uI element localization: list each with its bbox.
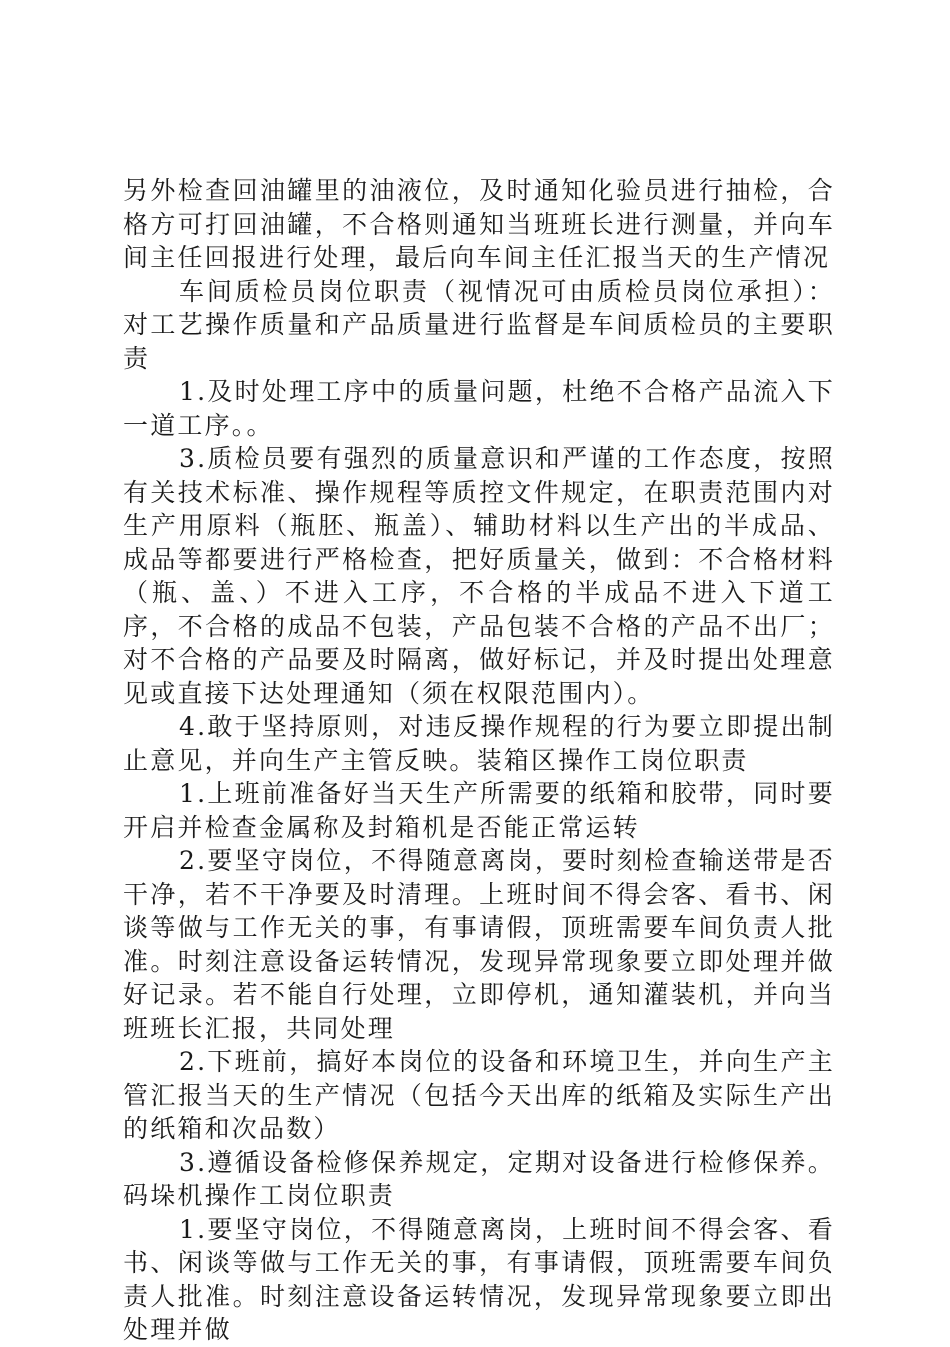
paragraph-inspector-item-1: 1.及时处理工序中的质量问题，杜绝不合格产品流入下一道工序。。 bbox=[123, 377, 835, 440]
paragraph-inspector-item-4: 4.敢于坚持原则，对违反操作规程的行为要立即提出制止意见，并向生产主管反映。装箱区操作工岗位职责 bbox=[123, 712, 835, 775]
paragraph-oil-tank-check: 另外检查回油罐里的油液位，及时通知化验员进行抽检，合格方可打回油罐，不合格则通知当班班长进行测量，并向车间主任回报进行处理，最后向车间主任汇报当天的生产情况 bbox=[123, 176, 835, 272]
paragraph-palletizer-item-1: 1.要坚守岗位，不得随意离岗，上班时间不得会客、看书、闲谈等做与工作无关的事，有事请假，顶班需要车间负责人批准。时刻注意设备运转情况，发现异常现象要立即出处理并做 bbox=[123, 1214, 835, 1344]
paragraph-inspector-duties-heading: 车间质检员岗位职责（视情况可由质检员岗位承担）：对工艺操作质量和产品质量进行监督是车间质检员的主要职责 bbox=[123, 276, 835, 373]
paragraph-packing-item-3: 3.遵循设备检修保养规定，定期对设备进行检修保养。码垛机操作工岗位职责 bbox=[123, 1147, 835, 1210]
paragraph-packing-item-2: 2.要坚守岗位，不得随意离岗，要时刻检查输送带是否干净，若不干净要及时清理。上班时间不得会客、看书、闲谈等做与工作无关的事，有事请假，顶班需要车间负责人批准。时刻注意设备运转情况，发现异常现象要立即处理并做好记录。若不能自行处理，立即停机，通知灌装机，并向当班班长汇报，共同处理 bbox=[123, 846, 835, 1043]
paragraph-packing-item-2b: 2.下班前，搞好本岗位的设备和环境卫生，并向生产主管汇报当天的生产情况（包括今天出库的纸箱及实际生产出的纸箱和次品数） bbox=[123, 1047, 835, 1143]
document-body bbox=[123, 174, 835, 1347]
paragraph-packing-item-1: 1.上班前准备好当天生产所需要的纸箱和胶带，同时要开启并检查金属称及封箱机是否能正常运转 bbox=[123, 779, 835, 842]
paragraph-inspector-item-3: 3.质检员要有强烈的质量意识和严谨的工作态度，按照有关技术标准、操作规程等质控文件规定，在职责范围内对生产用原料（瓶胚、瓶盖）、辅助材料以生产出的半成品、成品等都要进行严格检查，把好质量关，做到：不合格材料（瓶、盖、）不进入工序，不合格的半成品不进入下道工序，不合格的成品不包装，产品包装不合格的产品不出厂；对不合格的产品要及时隔离，做好标记，并及时提出处理意见或直接下达处理通知（须在权限范围内）。 bbox=[123, 444, 835, 708]
